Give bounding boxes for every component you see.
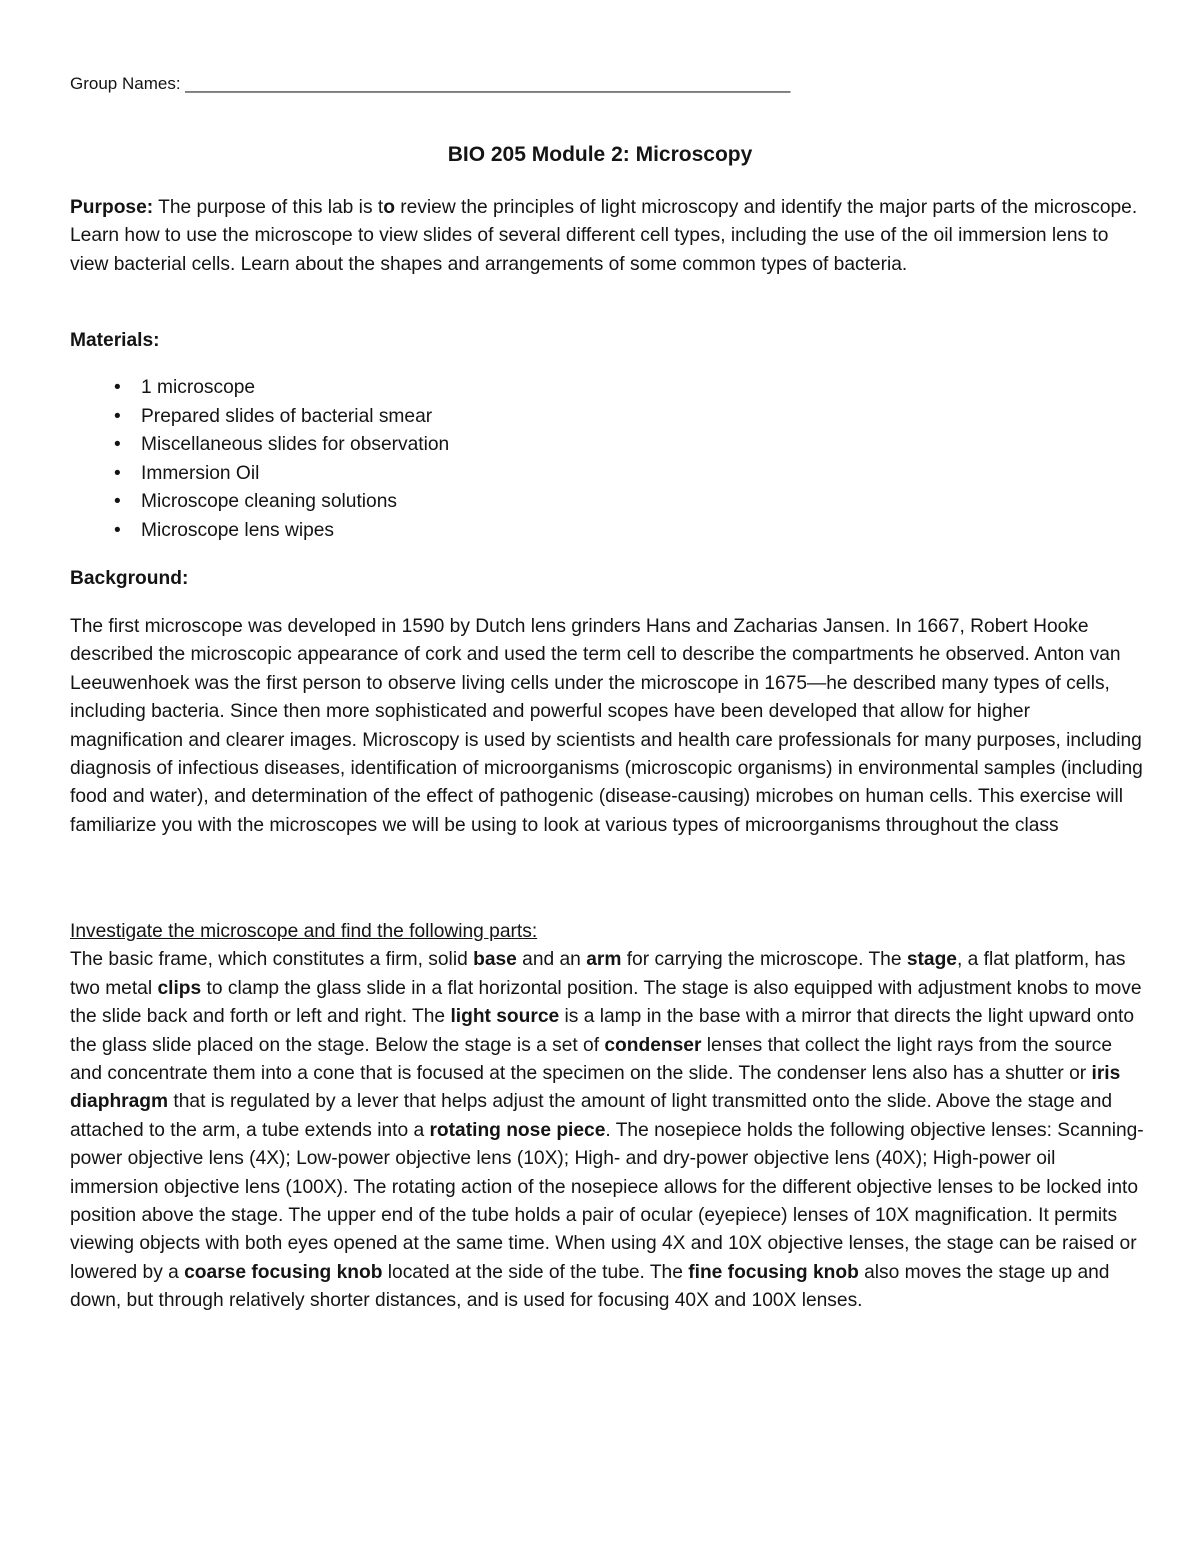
bullet-icon: • — [114, 519, 121, 541]
list-item — [70, 460, 449, 489]
material-item-text: Microscope cleaning solutions — [141, 491, 397, 513]
term-coarse-focusing-knob: coarse focusing knob — [184, 1261, 383, 1283]
purpose-paragraph — [70, 194, 1145, 279]
investigate-section — [70, 918, 1145, 1316]
term-condenser: condenser — [604, 1034, 702, 1056]
term-fine-focusing-knob: fine focusing knob — [688, 1261, 859, 1283]
list-item — [70, 488, 449, 517]
investigate-text: . The nosepiece holds the following objective lenses: Scanning-power objective lens (4X); Low-power objective lens (10X); High- and dry-power objective lens (40X); High-power oil immersion objective lens (100X). The rotating action of the nosepiece allows for the different objective lenses to be locked into position above the stage. The upper end of the tube holds a pair of ocular (eyepiece) lenses of 10X magnification. It permits viewing objects with both eyes opened at the same time. When using 4X and 10X objective lenses, the stage can be raised or lowered by a — [70, 1119, 1144, 1283]
materials-heading: Materials: — [70, 330, 160, 351]
investigate-text: located at the side of the tube. The — [382, 1261, 689, 1283]
group-names-blank: ________________________________________________________________ — [185, 74, 791, 93]
investigate-text: and an — [516, 949, 587, 971]
material-item-text: 1 microscope — [141, 377, 256, 398]
material-item-text: Prepared slides of bacterial smear — [141, 405, 433, 427]
background-paragraph: The first microscope was developed in 1590 by Dutch lens grinders Hans and Zacharias Jansen. In 1667, Robert Hooke described the microscopic appearance of cork and used the term cell to describe the compartments he observed. Anton van Leeuwenhoek was the first person to observe living cells under the microscope in 1675—he described many types of cells, including bacteria. Since then more sophisticated and powerful scopes have been developed that allow for higher magnification and clearer images. Microscopy is used by scientists and health care professionals for many purposes, including diagnosis of infectious diseases, identification of microorganisms (microscopic organisms) in environmental samples (including food and water), and determination of the effect of pathogenic (disease-causing) microbes on human cells. This exercise will familiarize you with the microscopes we will be using to look at various types of microorganisms throughout the class — [70, 616, 1143, 836]
bullet-icon: • — [114, 405, 121, 427]
group-names-label: Group Names: — [70, 74, 181, 93]
term-rotating-nose-piece: rotating nose piece — [429, 1119, 606, 1141]
document-title: BIO 205 Module 2: Microscopy — [447, 143, 753, 166]
bullet-icon: • — [114, 377, 121, 398]
list-item — [70, 403, 449, 432]
purpose-label: Purpose: — [70, 197, 154, 218]
material-item-text: Immersion Oil — [141, 462, 260, 484]
group-names-line — [70, 74, 790, 94]
purpose-text-b: review the principles of light microscopy and identify the major parts of the microscope. Learn how to use the microscope to view slides of several different cell types, including the use of the oil immersion lens to view bacterial cells. Learn about the shapes and arrangements of some common types of bacteria. — [70, 197, 1138, 275]
term-light-source: light source — [450, 1006, 560, 1028]
material-item-text: Miscellaneous slides for observation — [141, 434, 450, 456]
term-stage: stage — [906, 949, 957, 971]
investigate-text: lenses that collect the light rays from the source and concentrate them into a cone that is focused at the specimen on the slide. The condenser lens also has a shutter or — [70, 1034, 1113, 1085]
list-item — [70, 431, 449, 460]
bullet-icon: • — [114, 491, 121, 513]
materials-list — [70, 374, 449, 546]
list-item — [70, 517, 449, 546]
bullet-icon: • — [114, 462, 121, 484]
investigate-text: for carrying the microscope. The — [621, 949, 907, 971]
investigate-text: to clamp the glass slide in a flat horizontal position. The stage is also equipped with adjustment knobs to move the slide back and forth or left and right. The — [70, 977, 1142, 1028]
purpose-text-bold-o: o — [383, 197, 395, 218]
term-base: base — [473, 949, 517, 971]
investigate-text: , a flat platform, has two metal — [70, 949, 1126, 999]
term-clips: clips — [157, 977, 202, 999]
list-item — [70, 374, 449, 403]
term-iris-diaphragm: iris diaphragm — [70, 1063, 1121, 1113]
investigate-text: The basic frame, which constitutes a firm, solid — [70, 949, 474, 971]
material-item-text: Microscope lens wipes — [141, 519, 335, 541]
investigate-heading: Investigate the microscope and find the following parts: — [70, 921, 538, 942]
investigate-text: that is regulated by a lever that helps adjust the amount of light transmitted onto the slide. Above the stage and attached to the arm, a tube extends into a — [70, 1091, 1113, 1141]
term-arm: arm — [586, 949, 622, 971]
investigate-text: is a lamp in the base with a mirror that directs the light upward onto the glass slide placed on the stage. Below the stage is a set of — [70, 1006, 1135, 1056]
background-heading: Background: — [70, 568, 189, 589]
investigate-text: also moves the stage up and down, but through relatively shorter distances, and is used for focusing 40X and 100X lenses. — [70, 1261, 1110, 1312]
purpose-text-a: The purpose of this lab is t — [153, 197, 384, 218]
bullet-icon: • — [114, 434, 121, 456]
